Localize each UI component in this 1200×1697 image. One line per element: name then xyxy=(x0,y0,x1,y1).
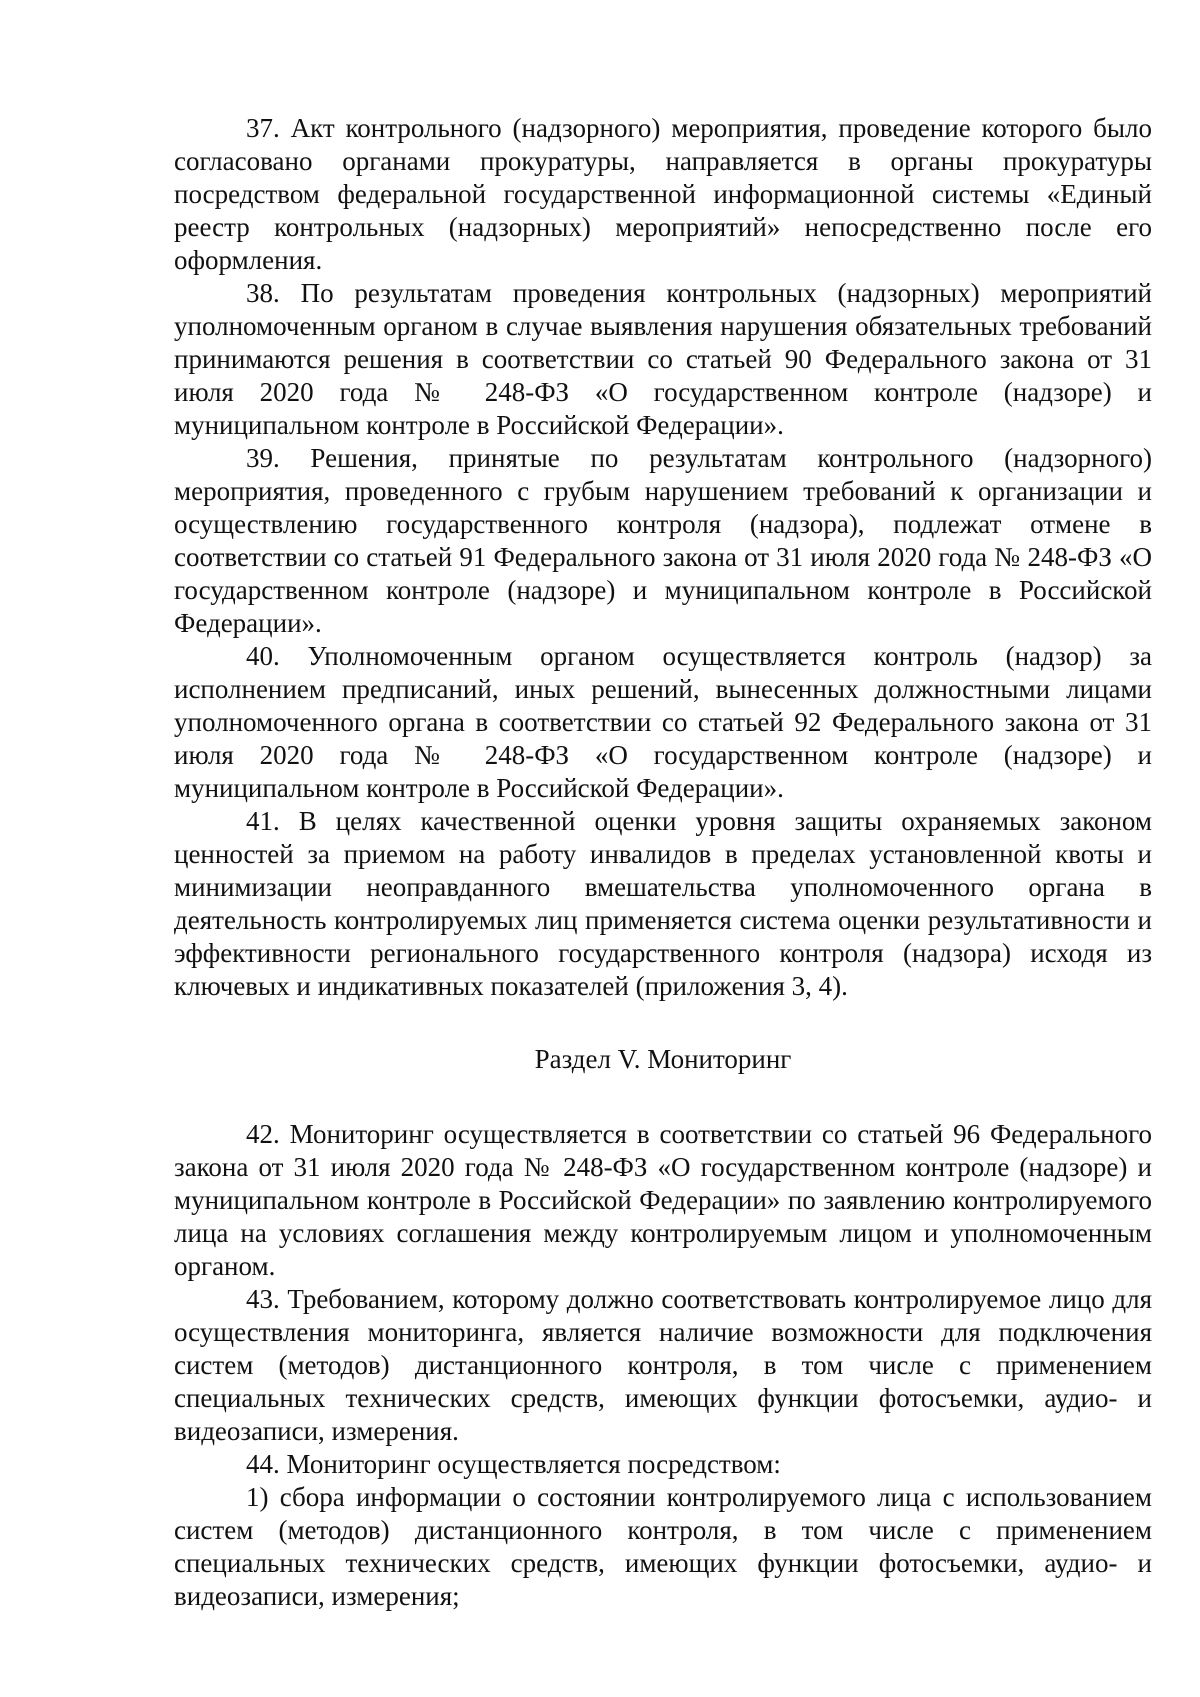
paragraph-38: 38. По результатам проведения контрольных (надзорных) мероприятий уполномоченным органом в случае выявления нарушения обязательных требований принимаются решения в соответствии со статьей 90 Федерального закона от 31 июля 2020 года № 248-ФЗ «О государственном контроле (надзоре) и муниципальном контроле в Российской Федерации». xyxy=(174,278,1152,440)
paragraph-43: 43. Требованием, которому должно соответствовать контролируемое лицо для осуществления мониторинга, является наличие возможности для подключения систем (методов) дистанционного контроля, в том числе с применением специальных технических средств, имеющих функции фотосъемки, аудио- и видеозаписи, измерения. xyxy=(174,1284,1152,1446)
paragraph-41: 41. В целях качественной оценки уровня защиты охраняемых законом ценностей за приемом на работу инвалидов в пределах установленной квоты и минимизации неоправданного вмешательства уполномоченного органа в деятельность контролируемых лиц применяется система оценки результативности и эффективности регионального государственного контроля (надзора) исходя из ключевых и индикативных показателей (приложения 3, 4). xyxy=(174,806,1152,1001)
list-item-1: 1) сбора информации о состоянии контролируемого лица с использованием систем (методов) дистанционного контроля, в том числе с применением специальных технических средств, имеющих функции фотосъемки, аудио- и видеозаписи, измерения; xyxy=(174,1482,1152,1611)
paragraph-39: 39. Решения, принятые по результатам контрольного (надзорного) мероприятия, проведенного с грубым нарушением требований к организации и осуществлению государственного контроля (надзора), подлежат отмене в соответствии со статьей 91 Федерального закона от 31 июля 2020 года № 248-ФЗ «О государственном контроле (надзоре) и муниципальном контроле в Российской Федерации». xyxy=(174,443,1152,638)
section-title: Раздел V. Мониторинг xyxy=(534,1044,792,1074)
paragraph-44: 44. Мониторинг осуществляется посредством: xyxy=(246,1449,781,1479)
document-page xyxy=(174,112,1152,1613)
paragraph-42: 42. Мониторинг осуществляется в соответствии со статьей 96 Федерального закона от 31 июля 2020 года № 248-ФЗ «О государственном контроле (надзоре) и муниципальном контроле в Российской Федерации» по заявлению контролируемого лица на условиях соглашения между контролируемым лицом и уполномоченным органом. xyxy=(174,1119,1152,1281)
paragraph-40: 40. Уполномоченным органом осуществляется контроль (надзор) за исполнением предписаний, иных решений, вынесенных должностными лицами уполномоченного органа в соответствии со статьей 92 Федерального закона от 31 июля 2020 года № 248-ФЗ «О государственном контроле (надзоре) и муниципальном контроле в Российской Федерации». xyxy=(174,641,1152,803)
paragraph-37: 37. Акт контрольного (надзорного) мероприятия, проведение которого было согласовано органами прокуратуры, направляется в органы прокуратуры посредством федеральной государственной информационной системы «Единый реестр контрольных (надзорных) мероприятий» непосредственно после его оформления. xyxy=(174,113,1152,275)
